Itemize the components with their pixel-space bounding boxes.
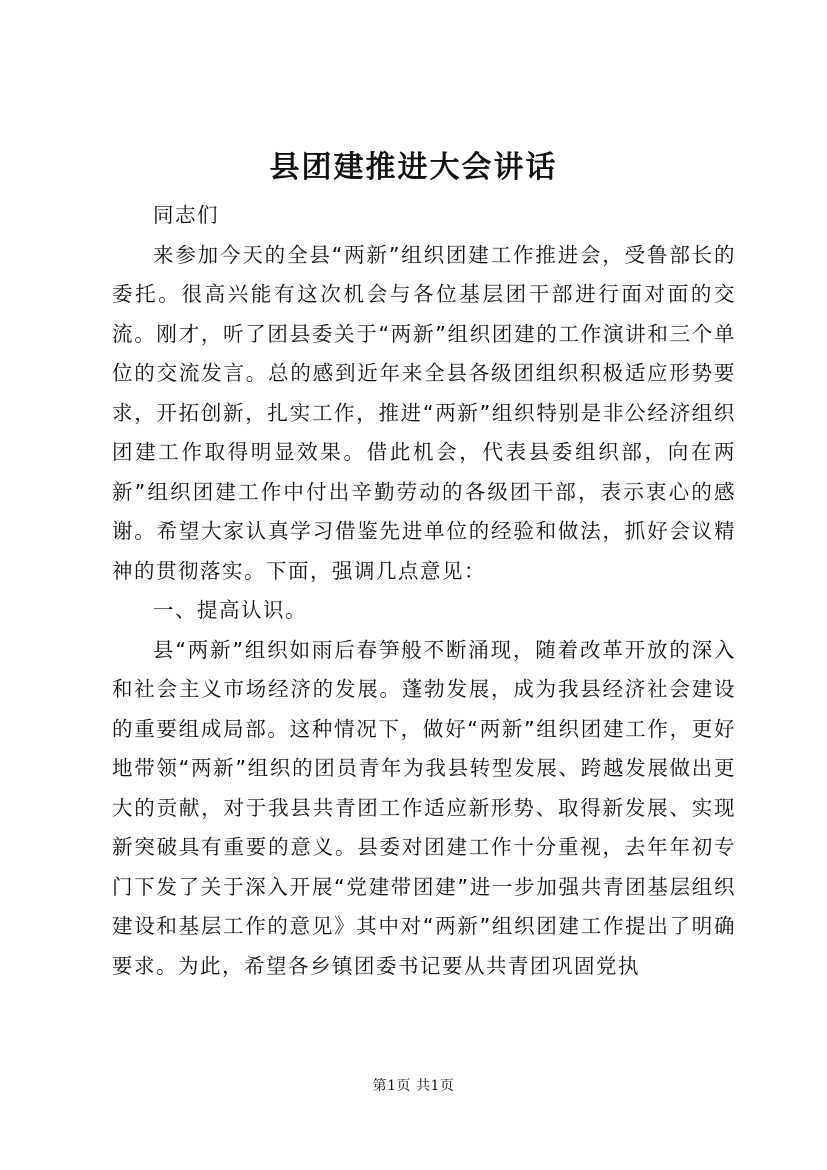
document-body [112, 196, 736, 986]
page-footer: 第1页 共1页 [372, 1078, 455, 1094]
section-heading-1: 一、提高认识。 [153, 598, 307, 622]
paragraph-intro: 来参加今天的全县“两新”组织团建工作推进会，受鲁部长的委托。很高兴能有这次机会与各位基层团干部进行面对面的交流。刚才，听了团县委关于“两新”组织团建的工作演讲和三个单位的交流发言。总的感到近年来全县各级团组织积极适应形势要求，开拓创新，扎实工作，推进“两新”组织特别是非公经济组织团建工作取得明显效果。借此机会，代表县委组织部，向在两新”组织团建工作中付出辛勤劳动的各级团干部，表示衷心的感谢。希望大家认真学习借鉴先进单位的经验和做法，抓好会议精神的贯彻落实。下面，强调几点意见： [112, 242, 736, 583]
document-title: 县团建推进大会讲话 [269, 150, 558, 185]
paragraph-section-1: 县“两新”组织如雨后春笋般不断涌现，随着改革开放的深入和社会主义市场经济的发展。蓬勃发展，成为我县经济社会建设的重要组成局部。这种情况下，做好“两新”组织团建工作，更好地带领“两新”组织的团员青年为我县转型发展、跨越发展做出更大的贡献，对于我县共青团工作适应新形势、取得新发展、实现新突破具有重要的意义。县委对团建工作十分重视，去年年初专门下发了关于深入开展“党建带团建”进一步加强共青团基层组织建设和基层工作的意见》其中对“两新”组织团建工作提出了明确要求。为此，希望各乡镇团委书记要从共青团巩固党执 [112, 637, 736, 978]
salutation: 同志们 [153, 203, 219, 227]
